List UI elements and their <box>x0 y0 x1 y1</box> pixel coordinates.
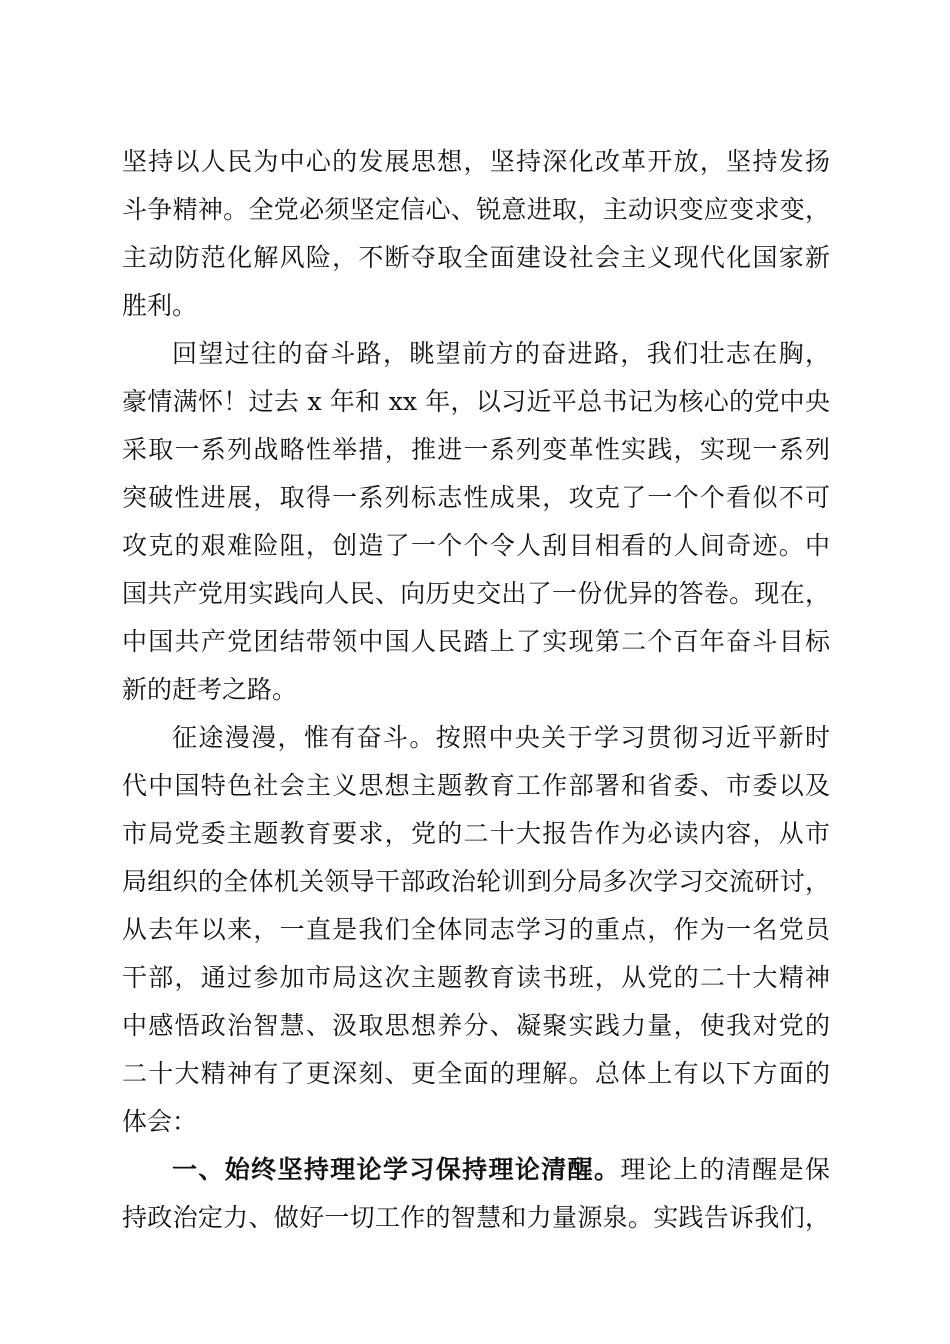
paragraph-2-line-8: 新的赶考之路。 <box>122 675 298 704</box>
paragraph-2-line-1: 回望过往的奋斗路，眺望前方的奋进路，我们壮志在胸， <box>172 339 830 368</box>
paragraph-1-line-4: 胜利。 <box>122 291 198 320</box>
paragraph-3-line-8: 二十大精神有了更深刻、更全面的理解。总体上有以下方面的 <box>122 1059 830 1088</box>
paragraph-3-line-7: 中感悟政治智慧、汲取思想养分、凝聚实践力量，使我对党的 <box>122 1011 830 1040</box>
paragraph-2-line-4: 突破性进展，取得一系列标志性成果，攻克了一个个看似不可 <box>122 483 830 512</box>
paragraph-2-line-6: 国共产党用实践向人民、向历史交出了一份优异的答卷。现在， <box>122 579 830 608</box>
paragraph-3-line-5: 从去年以来，一直是我们全体同志学习的重点，作为一名党员 <box>122 915 830 944</box>
paragraph-4-line-1-rest: 理论上的清醒是保 <box>620 1155 830 1184</box>
paragraph-2-line-3: 采取一系列战略性举措，推进一系列变革性实践，实现一系列 <box>122 435 830 464</box>
paragraph-4-line-1 <box>172 1146 830 1194</box>
paragraph-3-line-2: 代中国特色社会主义思想主题教育工作部署和省委、市委以及 <box>122 771 830 800</box>
paragraph-1-line-3: 主动防范化解风险，不断夺取全面建设社会主义现代化国家新 <box>122 243 830 272</box>
paragraph-2-line-7: 中国共产党团结带领中国人民踏上了实现第二个百年奋斗目标 <box>122 627 830 656</box>
section-heading-1: 一、始终坚持理论学习保持理论清醒。 <box>172 1155 621 1184</box>
paragraph-1-line-2: 斗争精神。全党必须坚定信心、锐意进取，主动识变应变求变， <box>122 195 830 224</box>
paragraph-3-line-3: 市局党委主题教育要求，党的二十大报告作为必读内容，从市 <box>122 819 830 848</box>
paragraph-4-line-2: 持政治定力、做好一切工作的智慧和力量源泉。实践告诉我们， <box>122 1203 830 1232</box>
paragraph-3-line-4: 局组织的全体机关领导干部政治轮训到分局多次学习交流研讨， <box>122 867 830 896</box>
paragraph-3-line-9: 体会： <box>122 1107 198 1136</box>
paragraph-3-line-6: 干部，通过参加市局这次主题教育读书班，从党的二十大精神 <box>122 963 830 992</box>
paragraph-1-line-1: 坚持以人民为中心的发展思想，坚持深化改革开放，坚持发扬 <box>122 147 830 176</box>
paragraph-3-line-1: 征途漫漫，惟有奋斗。按照中央关于学习贯彻习近平新时 <box>172 723 830 752</box>
paragraph-2-line-5: 攻克的艰难险阻，创造了一个个令人刮目相看的人间奇迹。中 <box>122 531 830 560</box>
paragraph-2-line-2: 豪情满怀！过去 x 年和 xx 年，以习近平总书记为核心的党中央 <box>122 387 830 416</box>
